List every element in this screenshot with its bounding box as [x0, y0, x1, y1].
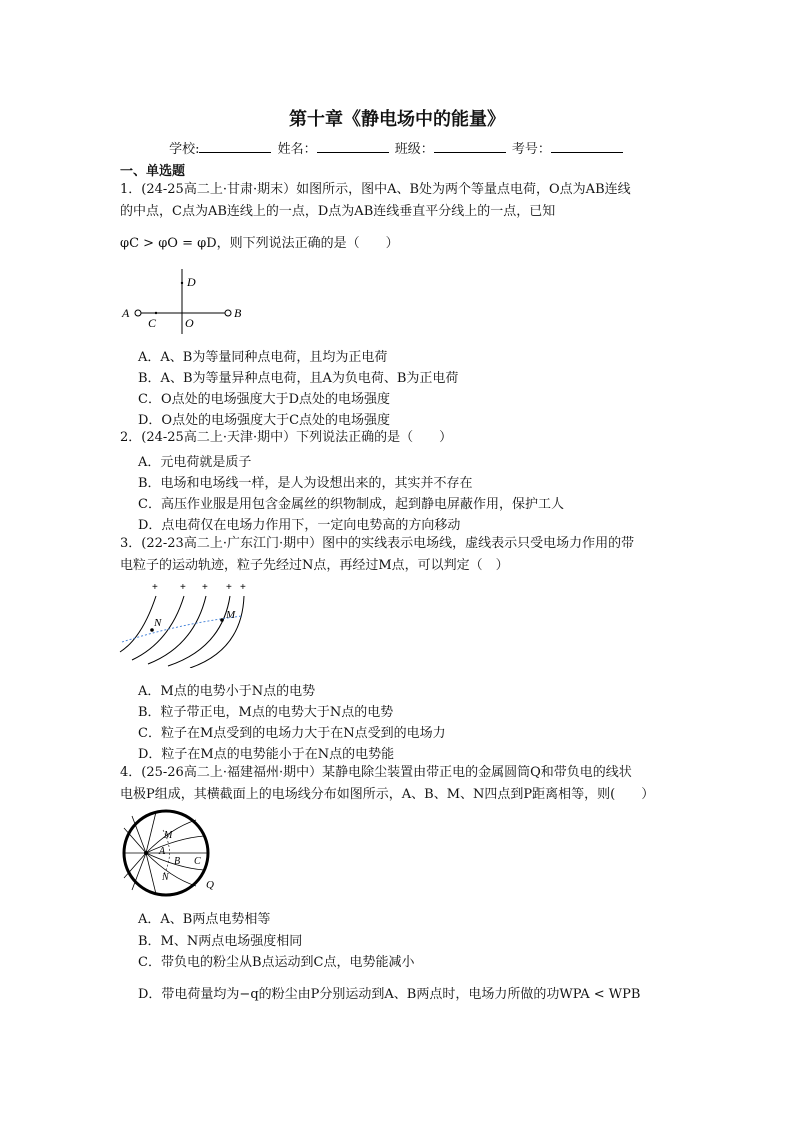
q4-option-c[interactable]: C．带负电的粉尘从B点运动到C点，电势能减小 — [138, 955, 415, 970]
label-c: C — [194, 856, 201, 867]
plus-sign: + — [152, 582, 158, 593]
plus-sign: + — [240, 582, 246, 593]
label-o: O — [185, 316, 194, 330]
figure-charges-ab — [118, 266, 258, 338]
name-label: 姓名： — [277, 142, 317, 157]
label-d: D — [187, 275, 196, 289]
class-blank[interactable] — [434, 140, 506, 153]
label-b: B — [234, 306, 242, 320]
q3-option-a[interactable]: A．M点的电势小于N点的电势 — [138, 684, 316, 699]
label-a: A — [159, 846, 166, 857]
q1-option-a[interactable]: A．A、B为等量同种点电荷，且均为正电荷 — [138, 350, 388, 365]
plus-sign: + — [180, 582, 186, 593]
question-1-line-1: 1．(24-25高二上·甘肃·期末）如图所示，图中A、B处为两个等量点电荷，O点为AB连线 — [120, 182, 631, 197]
question-3-line-2: 电粒子的运动轨迹，粒子先经过N点，再经过M点，可以判定（ ） — [120, 558, 509, 573]
label-b: B — [174, 856, 181, 867]
label-c: C — [148, 316, 157, 330]
question-1-line-3: φC > φO = φD，则下列说法正确的是（ ） — [120, 236, 399, 251]
q2-option-c[interactable]: C．高压作业服是用包含金属丝的织物制成，起到静电屏蔽作用，保护工人 — [138, 497, 564, 512]
q4-option-a[interactable]: A．A、B两点电势相等 — [138, 912, 271, 927]
q1-option-b[interactable]: B．A、B为等量异种点电荷，且A为负电荷、B为正电荷 — [138, 371, 459, 386]
figure-field-lines-trajectory — [118, 580, 258, 668]
question-4-line-1: 4．(25-26高二上·福建福州·期中）某静电除尘装置由带正电的金属圆筒Q和带负电的线状 — [120, 765, 632, 780]
q1-option-c[interactable]: C．O点处的电场强度大于D点处的电场强度 — [138, 392, 391, 407]
q3-option-c[interactable]: C．粒子在M点受到的电场力大于在N点受到的电场力 — [138, 726, 446, 741]
question-4-line-2: 电极P组成，其横截面上的电场线分布如图所示，A、B、M、N四点到P距离相等，则( ） — [120, 787, 655, 802]
number-blank[interactable] — [551, 140, 623, 153]
q2-option-d[interactable]: D．点电荷仅在电场力作用下，一定向电势高的方向移动 — [138, 518, 461, 533]
label-a: A — [122, 306, 130, 320]
label-n: N — [154, 617, 162, 629]
question-1-line-2: 的中点，C点为AB连线上的一点，D点为AB连线垂直平分线上的一点，已知 — [120, 204, 556, 219]
school-label: 学校: — [169, 142, 200, 157]
question-3-line-1: 3．(22-23高二上·广东江门·期中）图中的实线表示电场线，虚线表示只受电场力作用的带 — [120, 536, 635, 551]
figure-electrostatic-precipitator — [116, 808, 228, 898]
plus-sign: + — [202, 582, 208, 593]
label-m: M — [226, 609, 236, 621]
label-n: N — [162, 872, 169, 883]
q3-option-b[interactable]: B．粒子带正电，M点的电势大于N点的电势 — [138, 705, 394, 720]
q2-option-b[interactable]: B．电场和电场线一样，是人为设想出来的，其实并不存在 — [138, 476, 473, 491]
student-info-line — [0, 138, 794, 157]
q3-option-d[interactable]: D．粒子在M点的电势能小于在N点的电势能 — [138, 747, 395, 762]
q4-option-d[interactable]: D．带电荷量均为−q的粉尘由P分别运动到A、B两点时，电场力所做的功WPA < WPB — [138, 987, 641, 1002]
school-blank[interactable] — [199, 140, 271, 153]
plus-sign: + — [226, 582, 232, 593]
q2-option-a[interactable]: A．元电荷就是质子 — [138, 455, 252, 470]
name-blank[interactable] — [317, 140, 389, 153]
page-title: 第十章《静电场中的能量》 — [289, 109, 505, 130]
label-m: M — [164, 830, 173, 841]
q4-option-b[interactable]: B．M、N两点电场强度相同 — [138, 934, 303, 949]
q1-option-d[interactable]: D．O点处的电场强度大于C点处的电场强度 — [138, 413, 391, 428]
number-label: 考号： — [511, 142, 551, 157]
class-label: 班级： — [394, 142, 434, 157]
question-2-line-1: 2．(24-25高二上·天津·期中）下列说法正确的是（ ） — [120, 430, 453, 445]
label-q: Q — [206, 879, 214, 891]
section-heading: 一、单选题 — [120, 164, 186, 179]
